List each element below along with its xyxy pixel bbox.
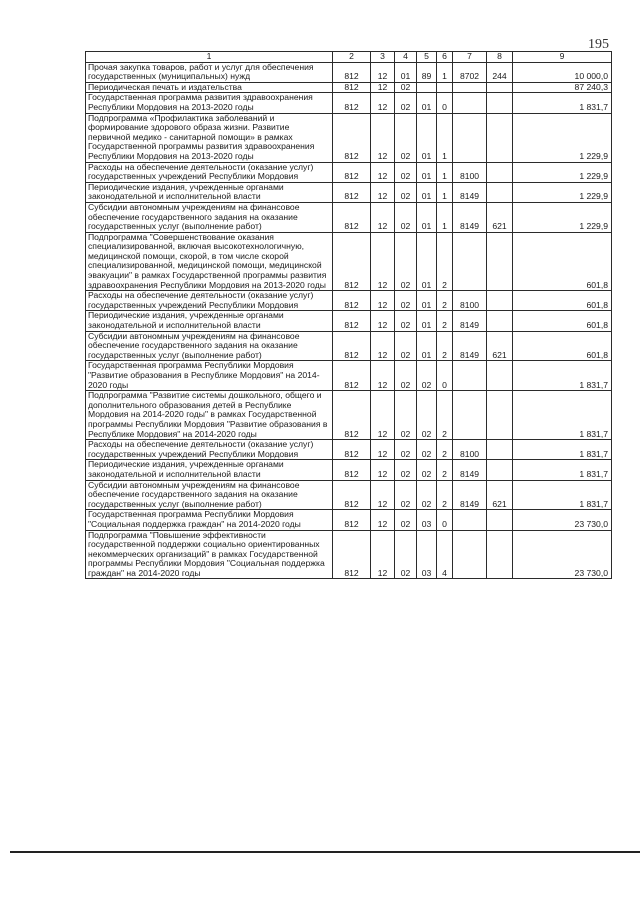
row-admin-code-cell: 812 <box>333 62 371 82</box>
header-cell: 5 <box>417 52 437 63</box>
row-admin-code-cell: 812 <box>333 82 371 93</box>
row-subprogram-cell: 2 <box>437 440 453 460</box>
row-amount-cell: 10 000,0 <box>513 62 612 82</box>
row-subsection-cell: 02 <box>395 510 417 530</box>
row-admin-code-cell: 812 <box>333 113 371 162</box>
row-expense-code-cell: 8149 <box>453 202 487 232</box>
row-expense-code-cell <box>453 232 487 291</box>
row-expense-type-cell <box>487 460 513 480</box>
row-expense-type-cell: 244 <box>487 62 513 82</box>
row-amount-cell: 23 730,0 <box>513 530 612 579</box>
table-row <box>86 510 612 530</box>
row-name-cell: Субсидии автономным учреждениям на финансовое обеспечение государственного задания на оказание государственных услуг (выполнение работ) <box>86 331 333 361</box>
row-name-cell: Периодические издания, учрежденные органами законодательной и исполнительной власти <box>86 460 333 480</box>
table-row <box>86 480 612 510</box>
row-subprogram-cell: 2 <box>437 460 453 480</box>
budget-table-container <box>85 51 612 579</box>
header-cell: 3 <box>371 52 395 63</box>
header-cell: 8 <box>487 52 513 63</box>
row-program-cell: 02 <box>417 440 437 460</box>
row-amount-cell: 87 240,3 <box>513 82 612 93</box>
table-row <box>86 232 612 291</box>
table-row <box>86 361 612 391</box>
row-subsection-cell: 02 <box>395 440 417 460</box>
row-program-cell: 01 <box>417 202 437 232</box>
row-section-cell: 12 <box>371 93 395 113</box>
row-admin-code-cell: 812 <box>333 202 371 232</box>
row-amount-cell: 1 831,7 <box>513 440 612 460</box>
row-admin-code-cell: 812 <box>333 391 371 440</box>
table-row <box>86 530 612 579</box>
row-name-cell: Субсидии автономным учреждениям на финансовое обеспечение государственного задания на оказание государственных услуг (выполнение работ) <box>86 480 333 510</box>
table-row <box>86 311 612 331</box>
row-expense-type-cell: 621 <box>487 331 513 361</box>
row-program-cell: 01 <box>417 331 437 361</box>
row-program-cell: 01 <box>417 232 437 291</box>
row-section-cell: 12 <box>371 113 395 162</box>
header-cell: 2 <box>333 52 371 63</box>
row-amount-cell: 1 229,9 <box>513 162 612 182</box>
row-subprogram-cell: 1 <box>437 202 453 232</box>
row-amount-cell: 601,8 <box>513 232 612 291</box>
row-amount-cell: 1 229,9 <box>513 113 612 162</box>
row-amount-cell: 23 730,0 <box>513 510 612 530</box>
row-amount-cell: 601,8 <box>513 331 612 361</box>
row-program-cell: 01 <box>417 162 437 182</box>
row-admin-code-cell: 812 <box>333 480 371 510</box>
row-admin-code-cell: 812 <box>333 510 371 530</box>
row-section-cell: 12 <box>371 311 395 331</box>
row-expense-code-cell <box>453 113 487 162</box>
row-expense-code-cell: 8149 <box>453 182 487 202</box>
row-program-cell: 01 <box>417 113 437 162</box>
row-expense-type-cell <box>487 113 513 162</box>
row-name-cell: Периодические издания, учрежденные органами законодательной и исполнительной власти <box>86 311 333 331</box>
row-subsection-cell: 02 <box>395 93 417 113</box>
table-row <box>86 93 612 113</box>
row-expense-type-cell <box>487 530 513 579</box>
row-expense-type-cell: 621 <box>487 480 513 510</box>
row-name-cell: Прочая закупка товаров, работ и услуг для обеспечения государственных (муниципальных) нужд <box>86 62 333 82</box>
row-subsection-cell: 02 <box>395 530 417 579</box>
row-subprogram-cell: 2 <box>437 480 453 510</box>
table-row <box>86 460 612 480</box>
row-name-cell: Подпрограмма "Повышение эффективности государственной поддержки социально ориентированных некоммерческих организаций" в рамках Государственной программы Республики Мордовия "Социальная поддержка граждан" на 2014-2020 годы <box>86 530 333 579</box>
row-section-cell: 12 <box>371 202 395 232</box>
row-subprogram-cell: 2 <box>437 331 453 361</box>
row-program-cell: 02 <box>417 391 437 440</box>
row-section-cell: 12 <box>371 391 395 440</box>
row-expense-type-cell <box>487 232 513 291</box>
budget-table <box>85 51 612 579</box>
row-subprogram-cell: 2 <box>437 311 453 331</box>
row-subsection-cell: 02 <box>395 311 417 331</box>
row-name-cell: Расходы на обеспечение деятельности (оказание услуг) государственных учреждений Республики Мордовия <box>86 162 333 182</box>
row-expense-code-cell <box>453 93 487 113</box>
row-name-cell: Субсидии автономным учреждениям на финансовое обеспечение государственного задания на оказание государственных услуг (выполнение работ) <box>86 202 333 232</box>
row-expense-type-cell <box>487 162 513 182</box>
row-admin-code-cell: 812 <box>333 162 371 182</box>
row-expense-type-cell <box>487 440 513 460</box>
row-subsection-cell: 02 <box>395 391 417 440</box>
row-subprogram-cell: 4 <box>437 530 453 579</box>
header-cell: 1 <box>86 52 333 63</box>
row-subsection-cell: 02 <box>395 82 417 93</box>
row-name-cell: Государственная программа развития здравоохранения Республики Мордовия на 2013-2020 годы <box>86 93 333 113</box>
table-row <box>86 202 612 232</box>
table-row <box>86 62 612 82</box>
row-amount-cell: 601,8 <box>513 291 612 311</box>
row-program-cell: 02 <box>417 460 437 480</box>
row-program-cell: 03 <box>417 530 437 579</box>
row-admin-code-cell: 812 <box>333 440 371 460</box>
row-admin-code-cell: 812 <box>333 311 371 331</box>
row-section-cell: 12 <box>371 82 395 93</box>
row-section-cell: 12 <box>371 182 395 202</box>
row-expense-code-cell: 8100 <box>453 162 487 182</box>
table-row <box>86 291 612 311</box>
row-admin-code-cell: 812 <box>333 291 371 311</box>
table-row <box>86 182 612 202</box>
row-amount-cell: 1 229,9 <box>513 202 612 232</box>
page-number: 195 <box>588 37 609 52</box>
table-row <box>86 391 612 440</box>
header-cell: 6 <box>437 52 453 63</box>
header-cell: 7 <box>453 52 487 63</box>
row-admin-code-cell: 812 <box>333 530 371 579</box>
row-section-cell: 12 <box>371 162 395 182</box>
row-name-cell: Подпрограмма «Профилактика заболеваний и формирование здорового образа жизни. Развитие первичной медико - санитарной помощи» в рамках Государственной программы развития здравоохранения Республики Мордовия на 2013-2020 годы <box>86 113 333 162</box>
row-name-cell: Государственная программа Республики Мордовия "Социальная поддержка граждан" на 2014-2020 годы <box>86 510 333 530</box>
row-expense-code-cell <box>453 361 487 391</box>
header-cell: 4 <box>395 52 417 63</box>
row-expense-code-cell <box>453 510 487 530</box>
table-row <box>86 331 612 361</box>
row-subprogram-cell: 0 <box>437 510 453 530</box>
row-subprogram-cell: 0 <box>437 93 453 113</box>
row-amount-cell: 1 831,7 <box>513 480 612 510</box>
row-program-cell: 01 <box>417 182 437 202</box>
row-subprogram-cell: 1 <box>437 182 453 202</box>
row-program-cell: 02 <box>417 361 437 391</box>
table-row <box>86 113 612 162</box>
row-section-cell: 12 <box>371 62 395 82</box>
row-subsection-cell: 02 <box>395 480 417 510</box>
row-expense-type-cell: 621 <box>487 202 513 232</box>
row-admin-code-cell: 812 <box>333 331 371 361</box>
row-admin-code-cell: 812 <box>333 361 371 391</box>
row-admin-code-cell: 812 <box>333 460 371 480</box>
row-subprogram-cell: 1 <box>437 162 453 182</box>
row-expense-code-cell <box>453 391 487 440</box>
row-section-cell: 12 <box>371 361 395 391</box>
row-expense-type-cell <box>487 82 513 93</box>
row-admin-code-cell: 812 <box>333 182 371 202</box>
row-expense-code-cell: 8149 <box>453 480 487 510</box>
row-admin-code-cell: 812 <box>333 232 371 291</box>
row-program-cell: 89 <box>417 62 437 82</box>
table-body <box>86 62 612 579</box>
row-expense-code-cell: 8100 <box>453 440 487 460</box>
row-name-cell: Расходы на обеспечение деятельности (оказание услуг) государственных учреждений Республики Мордовия <box>86 440 333 460</box>
row-amount-cell: 1 831,7 <box>513 460 612 480</box>
row-expense-type-cell <box>487 510 513 530</box>
row-subprogram-cell: 2 <box>437 291 453 311</box>
row-section-cell: 12 <box>371 291 395 311</box>
row-subsection-cell: 01 <box>395 62 417 82</box>
row-subprogram-cell: 0 <box>437 361 453 391</box>
table-row <box>86 162 612 182</box>
row-section-cell: 12 <box>371 480 395 510</box>
row-subsection-cell: 02 <box>395 460 417 480</box>
row-subprogram-cell: 2 <box>437 391 453 440</box>
row-program-cell: 03 <box>417 510 437 530</box>
row-program-cell: 01 <box>417 311 437 331</box>
row-section-cell: 12 <box>371 440 395 460</box>
table-row <box>86 82 612 93</box>
header-row <box>86 52 612 63</box>
row-subsection-cell: 02 <box>395 182 417 202</box>
row-name-cell: Государственная программа Республики Мордовия "Развитие образования в Республике Мордовия" на 2014-2020 годы <box>86 361 333 391</box>
table-row <box>86 440 612 460</box>
row-amount-cell: 1 831,7 <box>513 93 612 113</box>
row-subprogram-cell: 1 <box>437 62 453 82</box>
header-cell: 9 <box>513 52 612 63</box>
row-expense-type-cell <box>487 361 513 391</box>
row-amount-cell: 1 831,7 <box>513 361 612 391</box>
row-expense-type-cell <box>487 291 513 311</box>
row-amount-cell: 1 831,7 <box>513 391 612 440</box>
row-program-cell: 01 <box>417 93 437 113</box>
row-name-cell: Подпрограмма "Совершенствование оказания специализированной, включая высокотехнологичную, медицинской помощи, скорой, в том числе скорой специализированной, медицинской помощи, медицинской эвакуации" в рамках Государственной программы развития здравоохранения Республики Мордовия на 2013-2020 годы <box>86 232 333 291</box>
row-program-cell <box>417 82 437 93</box>
row-expense-code-cell: 8702 <box>453 62 487 82</box>
row-subsection-cell: 02 <box>395 162 417 182</box>
row-subsection-cell: 02 <box>395 331 417 361</box>
row-section-cell: 12 <box>371 530 395 579</box>
footer-rule <box>10 851 640 853</box>
row-subsection-cell: 02 <box>395 291 417 311</box>
row-expense-type-cell <box>487 311 513 331</box>
row-expense-code-cell: 8149 <box>453 311 487 331</box>
row-amount-cell: 601,8 <box>513 311 612 331</box>
row-section-cell: 12 <box>371 460 395 480</box>
row-name-cell: Подпрограмма "Развитие системы дошкольного, общего и дополнительного образования детей в Республике Мордовия на 2014-2020 годы" в рамках Государственной программы Республики Мордовия "Развитие образования в Республике Мордовия" на 2014-2020 годы <box>86 391 333 440</box>
row-section-cell: 12 <box>371 510 395 530</box>
row-expense-type-cell <box>487 93 513 113</box>
row-name-cell: Периодические издания, учрежденные органами законодательной и исполнительной власти <box>86 182 333 202</box>
row-name-cell: Периодическая печать и издательства <box>86 82 333 93</box>
row-subsection-cell: 02 <box>395 113 417 162</box>
row-subprogram-cell: 2 <box>437 232 453 291</box>
row-expense-code-cell: 8149 <box>453 331 487 361</box>
row-program-cell: 01 <box>417 291 437 311</box>
row-subsection-cell: 02 <box>395 232 417 291</box>
row-admin-code-cell: 812 <box>333 93 371 113</box>
row-expense-code-cell: 8149 <box>453 460 487 480</box>
row-name-cell: Расходы на обеспечение деятельности (оказание услуг) государственных учреждений Республики Мордовия <box>86 291 333 311</box>
row-expense-type-cell <box>487 391 513 440</box>
row-program-cell: 02 <box>417 480 437 510</box>
row-expense-type-cell <box>487 182 513 202</box>
row-subprogram-cell: 1 <box>437 113 453 162</box>
row-amount-cell: 1 229,9 <box>513 182 612 202</box>
row-expense-code-cell <box>453 530 487 579</box>
row-section-cell: 12 <box>371 232 395 291</box>
row-expense-code-cell <box>453 82 487 93</box>
row-subsection-cell: 02 <box>395 202 417 232</box>
row-subsection-cell: 02 <box>395 361 417 391</box>
row-section-cell: 12 <box>371 331 395 361</box>
row-subprogram-cell <box>437 82 453 93</box>
row-expense-code-cell: 8100 <box>453 291 487 311</box>
